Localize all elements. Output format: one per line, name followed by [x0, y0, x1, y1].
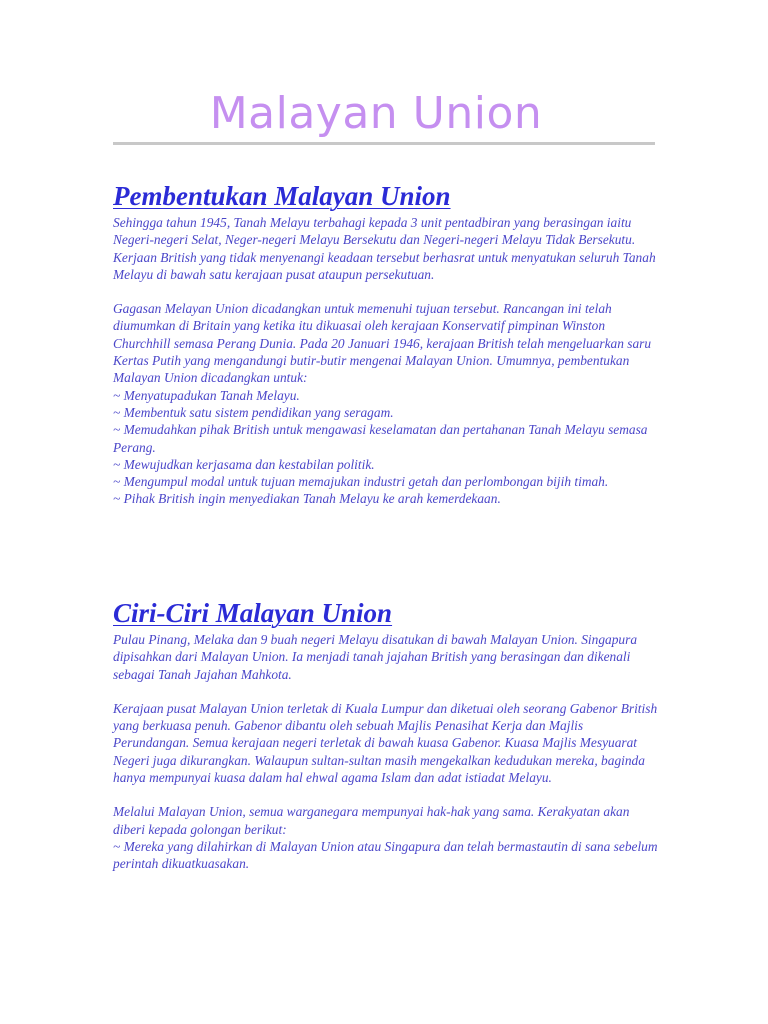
list-item: ~ Mengumpul modal untuk tujuan memajukan industri getah dan perlombongan bijih timah. — [113, 474, 609, 490]
section-heading: Pembentukan Malayan Union — [113, 181, 451, 211]
paragraph — [113, 300, 658, 508]
paragraph — [113, 803, 658, 872]
list-item: ~ Mereka yang dilahirkan di Malayan Union atau Singapura dan telah bermastautin di sana sebelum perintah dikuatkuasakan. — [113, 838, 658, 872]
paragraph-gap — [113, 683, 658, 700]
paragraph-text: Gagasan Melayan Union dicadangkan untuk memenuhi tujuan tersebut. Rancangan ini telah diumumkan di Britain yang ketika itu dikuasai oleh kerajaan Konservatif pimpinan Winston Churchhill semasa Perang Dunia. Pada 20 Januari 1946, kerajaan British telah mengeluarkan saru Kertas Putih yang mengandungi butir-butir mengenai Malayan Union. Umumnya, pembentukan Malayan Union dicadangkan untuk: — [113, 301, 652, 386]
paragraph: Sehingga tahun 1945, Tanah Melayu terbahagi kepada 3 unit pentadbiran yang berasingan iaitu Negeri-negeri Selat, Neger-negeri Melayu Bersekutu dan Negeri-negeri Melayu Tidak Bersekutu. Kerjaan British yang tidak menyenangi keadaan tersebut berhasrat untuk menyatukan seluruh Tanah Melayu di bawah satu kerajaan pusat ataupun persekutuan. — [113, 215, 656, 282]
page-title: Malayan Union — [209, 88, 543, 139]
list-item: ~ Membentuk satu sistem pendidikan yang seragam. — [113, 404, 394, 420]
paragraph-text: Melalui Malayan Union, semua warganegara mempunyai hak-hak yang sama. Kerakyatan akan diberi kepada golongan berikut: — [113, 804, 630, 837]
list-item: ~ Mewujudkan kerjasama dan kestabilan politik. — [113, 456, 375, 472]
section-heading: Ciri-Ciri Malayan Union — [113, 598, 393, 628]
paragraph-gap — [113, 283, 658, 300]
list-item: ~ Menyatupadukan Tanah Melayu. — [113, 387, 300, 403]
paragraph-gap — [113, 786, 658, 803]
section-pembentukan — [113, 180, 658, 508]
section-ciri-ciri — [113, 597, 658, 873]
paragraph: Pulau Pinang, Melaka dan 9 buah negeri Melayu disatukan di bawah Malayan Union. Singapura dipisahkan dari Malayan Union. Ia menjadi tanah jajahan British yang berasingan dan dikenali sebagai Tanah Jajahan Mahkota. — [113, 632, 638, 682]
paragraph: Kerajaan pusat Malayan Union terletak di Kuala Lumpur dan diketuai oleh seorang Gabenor British yang berkuasa penuh. Gabenor dibantu oleh sebuah Majlis Penasihat Kerja dan Majlis Perundangan. Semua kerajaan negeri terletak di bawah kuasa Gabenor. Kuasa Majlis Mesyuarat Negeri juga dikurangkan. Walaupun sultan-sultan masih mengekalkan kedudukan mereka, baginda hanya mempunyai kuasa dalam hal ehwal agama Islam dan adat istiadat Melayu. — [113, 700, 658, 786]
title-divider — [113, 142, 655, 145]
list-item: ~ Pihak British ingin menyediakan Tanah Melayu ke arah kemerdekaan. — [113, 491, 501, 507]
list-item: ~ Memudahkan pihak British untuk mengawasi keselamatan dan pertahanan Tanah Melayu semasa Perang. — [113, 422, 648, 455]
